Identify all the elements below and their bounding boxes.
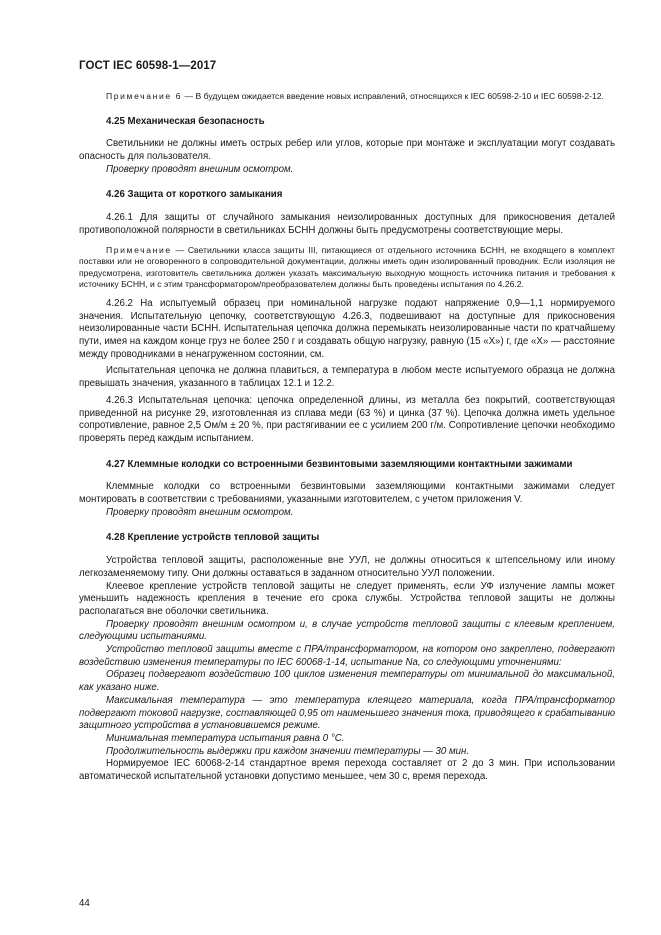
section-4-28-procedure-2: Образец подвергают воздействию 100 циклов изменения температуры от минимальной до максимальной, как указано ниже. xyxy=(79,669,615,694)
section-4-26-1-paragraph: 4.26.1 Для защиты от случайного замыкания неизолированных доступных для прикосновения деталей противоположной полярности в светильниках БСНН должны быть предусмотрены соответствующие меры. xyxy=(79,212,615,236)
section-4-26-note-label: Примечание xyxy=(106,244,172,255)
section-4-26-2-paragraph-cont: Испытательная цепочка не должна плавиться, а температура в любом месте испытуемого образца не должна превышать значения, указанного в таблицах 12.1 и 12.2. xyxy=(79,365,615,390)
section-4-26-heading: 4.26 Защита от короткого замыкания xyxy=(106,189,283,201)
note-6-label: Примечание 6 xyxy=(106,91,183,101)
section-4-25-check: Проверку проводят внешним осмотром. xyxy=(106,163,294,175)
note-6 xyxy=(79,91,615,103)
section-4-28-paragraph-2: Клеевое крепление устройств тепловой защиты не следует применять, если УФ излучение лампы может уменьшить надежность крепления в течение его срока службы. Устройства тепловой защиты не должны располагаться вне оболочки светильника. xyxy=(79,580,615,617)
section-4-25-paragraph: Светильники не должны иметь острых ребер или углов, которые при монтаже и эксплуатации могут создавать опасность для пользователя. xyxy=(79,138,615,162)
note-6-text: — В будущем ожидается введение новых исправлений, относящихся к IEC 60598-2-10 и IEC 60598-2-12. xyxy=(182,91,604,101)
section-4-26-2-paragraph: 4.26.2 На испытуемый образец при номинальной нагрузке подают напряжение 0,9—1,1 нормируемого значения. Испытательную цепочку, соответствующую 4.26.3, подвешивают на доступные для прикосновения неизолированные части БСНН. Испытательная цепочка должна перемыкать неизолированные части по кратчайшему пути, имея на каждом конце груз не более 250 г и создавать общую нагрузку, равную (15 «X») г, где «X» — расстояние между проводниками в ненагруженном состоянии, см. xyxy=(79,297,615,360)
section-4-27-paragraph: Клеммные колодки со встроенными безвинтовыми заземляющими контактными зажимами следует монтировать в соответствии с требованиями, указанными изготовителем, с учетом приложения V. xyxy=(79,481,615,506)
section-4-25-heading: 4.25 Механическая безопасность xyxy=(106,115,265,127)
section-4-28-procedure-3: Максимальная температура — это температура клеящего материала, когда ПРА/трансформатор подвергают токовой нагрузке, составляющей 0,95 от наименьшего значения тока, приводящего к срабатыванию защитного устройства в установившемся режиме. xyxy=(79,694,615,732)
section-4-28-check: Проверку проводят внешним осмотром и, в случае устройств тепловой защиты с клеевым креплением, следующими испытаниями. xyxy=(79,618,615,643)
section-4-28-procedure-4: Минимальная температура испытания равна 0 °С. xyxy=(106,732,345,744)
page-number: 44 xyxy=(79,898,90,909)
section-4-28-paragraph-1: Устройства тепловой защиты, расположенные вне УУЛ, не должны относиться к штепсельному или иному легкозаменяемому типу. Они должны оставаться в заданном относительно УУЛ положении. xyxy=(79,555,615,579)
section-4-26-note xyxy=(79,245,615,291)
document-header: ГОСТ IEC 60598-1—2017 xyxy=(79,60,217,72)
section-4-28-procedure-1: Устройство тепловой защиты вместе с ПРА/трансформатором, на котором оно закреплено, подвергают воздействию изменения температуры по IEC 60068-1-14, испытание Na, со следующими уточнениями: xyxy=(79,644,615,668)
document-body xyxy=(79,87,615,784)
section-4-27-check: Проверку проводят внешним осмотром. xyxy=(106,506,294,518)
section-4-27-heading: 4.27 Клеммные колодки со встроенными безвинтовыми заземляющими контактными зажимами xyxy=(106,458,573,470)
section-4-28-paragraph-3: Нормируемое IEC 60068-2-14 стандартное время перехода составляет от 2 до 3 мин. При использовании автоматической испытательной установки допустимо меньшее, чем 30 с, время перехода. xyxy=(79,758,615,783)
section-4-26-note-text: — Светильники класса защиты III, питающиеся от отдельного источника БСНН, не входящего в комплект поставки или не оговоренного в сопроводительной документации, должны иметь один изолированный проводник. Если изоляция не предусмотрена, изготовитель светильника должен указать максимальную выходную мощность источника питания и требования к источнику БСНН, и с этим трансформатором/преобразователем должны быть проведены испытания по 4.26.2. xyxy=(79,244,615,290)
section-4-26-3-paragraph: 4.26.3 Испытательная цепочка: цепочка определенной длины, из металла без покрытий, соответствующая приведенной на рисунке 29, изготовленная из сплава меди (63 %) и цинка (37 %). Цепочка должна иметь удельное сопротивление, равное 2,5 Ом/м ± 20 %, при растягивании ее с усилием 200 г/м. Сопротивление цепочки необходимо проверять перед каждым испытанием. xyxy=(79,394,615,444)
section-4-28-procedure-5: Продолжительность выдержки при каждом значении температуры — 30 мин. xyxy=(106,745,470,757)
section-4-28-heading: 4.28 Крепление устройств тепловой защиты xyxy=(106,532,320,544)
